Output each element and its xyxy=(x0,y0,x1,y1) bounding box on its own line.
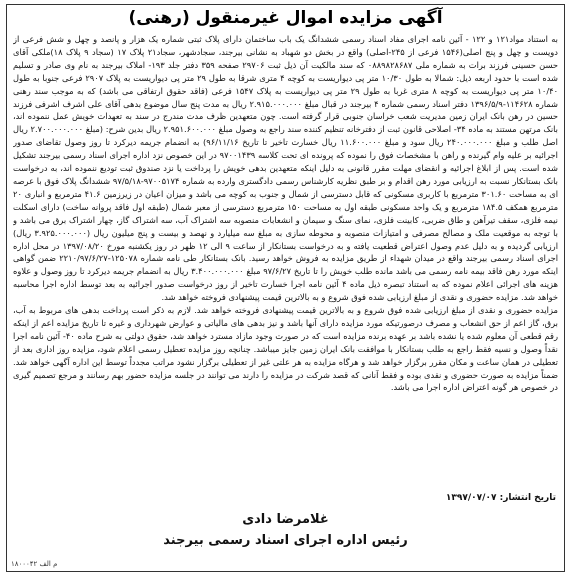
signatory-title: رئیس اداره اجرای اسناد رسمی بیرجند xyxy=(163,533,408,548)
serial-number: م الف ۱۸۰۰۰۴۲ xyxy=(11,560,58,568)
notice-paragraph: مزایده حضوری و نقدی از مبلغ ارزیابی شده فوق شروع و به بالاترین قیمت پیشنهادی فروخته خواهد شد. لازم به ذکر است پرداخت بدهی های مربوط به آب، برق، گاز اعم از حق انشعاب و مصرف درصورتیکه مورد مزایده دارای آنها باشد و نیز بدهی های مالیاتی و عوارض شهرداری و غیره تا تاریخ مزایده اعم از اینکه رقم قطعی آن معلوم شده یا نشده باشد بر عهده برنده مزایده است که در صورت وجود مازاد مسترد خواهد شد، حقوق دولتی به شرح ماده ۴۰- آئین نامه اجرا نقداً وصول و نسیه فقط راجع به طلب بستانکار با موافقت بانک ایران زمین جایز میباشد. چنانچه روز مزایده تعطیل رسمی اعلام شود، مزایده روز اداری بعد از تعطیلی در همان ساعت و مکان مقرر برگزار خواهد شد و هرگاه مزایده به هر علتی غیر از تعطیلی برگزار نشود مراتب مجدداً توسط این اداره آگهی خواهد شد. ضمناً مزایده به صورت حضوری و نقدی بوده و فقط آنانی که قصد شرکت در مزایده را دارند می توانند در جلسه مزایده حضور بهم رسانند و مرجع تصمیم گیری در خصوص هر گونه اعتراض اداره اجرا می باشد. xyxy=(13,305,558,393)
signature-block xyxy=(7,510,564,552)
date-value: ۱۳۹۷/۰۷/۰۷ xyxy=(445,493,497,503)
publication-date xyxy=(446,493,556,503)
notice-body xyxy=(13,33,558,491)
notice-paragraph: به استناد مواد۱۲۱ و ۱۲۲ - آئین نامه اجرای مفاد اسناد رسمی ششدانگ یک باب ساختمان دارای پلاک ثبتی شماره یک هزار و پانصد و چهل و شش فرعی از دویست و چهل و پنج اصلی(۱۵۴۶ فرعی از ۲۴۵-اصلی) واقع در بخش دو شهباد به نشانی بیرجند، سجادشهر، سجاد۲۱ پلاک ۱۷ (سجاد ۹ پلاک ۱۸)ملکی آقای حسن حسینی فرزند برات به شماره ملی ۰۸۸۹۸۲۸۶۸۷ که سند مالکیت آن ذیل ثبت ۲۹۷۰۶ صفحه ۳۵۹ دفتر جلد ۱۹۳- املاک بیرجند به نام وی صادر و تسلیم شده است با حدود اربعه ذیل: شمالا به طول ۱۰/۳۰ متر پی دیواریست به کوچه ۴ متری شرقا به طول ۲۹ متر پی دیواریست به پلاک ۲۹۰۷ فرعی جنوبا به طول ۱۰/۴۰ متر پی دیواریست به کوچه ۸ متری غربا به طول ۲۹ متر پی دیواریست به پلاک ۱۵۴۷ فرعی (فاقد حقوق ارتفاقی می باشد) که به موجب سند رهنی شماره ۱۱۴۶۲۸-۱۳۹۶/۵/۹ دفتر اسناد رسمی شماره ۴ بیرجند در قبال مبلغ ۲.۹۱۵.۰۰۰.۰۰۰ ریال به مدت پنج سال موضوع بدهی آقای علی اشرف اشرفی فرزند حسین در رهن بانک ایران زمین مدیریت شعب خراسان جنوبی قرار گرفته است. چون متعهدین ظرف مدت مندرج در سند به تعهدات خویش عمل ننموده اند، بانک مرتهن مستند به ماده ۳۴- اصلاحی قانون ثبت از دفترخانه تنظیم کننده سند راجع به وصول مبلغ ۲.۹۵۱.۶۰۰.۰۰۰ ریال بدین شرح: (مبلغ ۲.۷۰۰.۰۰۰.۰۰۰ ریال اصل طلب و مبلغ ۲۴۰.۰۰۰.۰۰۰ ریال سود و مبلغ ۱۱.۶۰۰.۰۰۰ ریال خسارت تاخیر تا تاریخ ۹۶/۱۱/۱۶) به انضمام جریمه دیرکرد تا روز وصول تقاضای صدور اجرائیه بر علیه وام گیرنده و راهن با مشخصات فوق را نموده که پرونده ای تحت کلاسه ۹۷۰۰۱۴۳۹ در این خصوص نزد اداره اجرای اسناد رسمی بیرجند تشکیل شده است. پس از ابلاغ اجرائیه و انقضای مهلت مقرر قانونی به دلیل اینکه متعهدین بدهی خویش را پرداخت یا نزد صندوق ثبت تودیع ننموده اند، به درخواست بانک بستانکار نسبت به ارزیابی مورد رهن اقدام و بر طبق نظریه کارشناس رسمی دادگستری وارده به شماره ۹۷۰۰۵۱۷۴-۹۷/۵/۱۸ ششدانگ پلاک فوق با عرصه ای به مساحت ۳۰۱.۶۰ مترمربع با کاربری مسکونی که قابل دسترسی از شمال و جنوب به کوچه می باشد و میزان اعیان در زیرزمین ۴۱.۶ مترمربع و انباری ۲۰ مترمربع همکف ۱۸۴.۵ مترمربع و یک واحد مسکونی طبقه اول به مساحت ۱۵۰ مترمربع دسترسی از معبر شمال (طبقه اول فاقد پروانه ساخت) دارای اسکلت نیمه فلزی، سقف تیرآهن و طاق ضربی، کابینت فلزی، نمای سنگ و سیمان و انشعابات منصوبه سه اشتراک آب، سه اشتراک گاز، چهار اشتراک برق می باشد و با توجه به موقعیت ملک و مصالح مصرفی و امتیازات منصوبه و محوطه سازی به مبلغ سه میلیارد و نهصد و بیست و پنج میلیون ریال (۳.۹۲۵.۰۰۰.۰۰۰ ریال) ارزیابی گردیده و به دلیل عدم وصول اعتراض قطعیت یافته و به درخواست بستانکار از ساعت ۹ الی ۱۲ ظهر در روز یکشنبه مورخ ۱۳۹۷/۰۸/۲۰ در محل اداره اجرای اسناد رسمی بیرجند واقع در میدان شهداء از طریق مزایده به فروش خواهد رسید. بانک بستانکار طی نامه شماره ۱۲۵۰۷۸-۲۲۱۰/۹۷/۶/۲۷ ضمن گواهی اینکه مورد رهن فاقد بیمه نامه رسمی می باشد مانده طلب خویش را تا تاریخ ۹۷/۶/۲۷ مبلغ ۳.۴۰۰.۰۰۰.۰۰۰ ریال به انضمام جریمه دیرکرد تا روز وصول و علاوه هزینه های اجرائی اعلام نموده که به استناد تبصره ذیل ماده ۴ آئین نامه اجرا خسارت تاخیر از روز درخواست صدور اجرائیه به بعد توسط اداره اجرا محاسبه خواهد شد. مزایده حضوری و نقدی از مبلغ ارزیابی شده فوق شروع و به بالاترین قیمت پیشنهادی فروخته خواهد شد. xyxy=(13,34,558,303)
notice-page xyxy=(6,4,565,572)
notice-title: آگهی مزایده اموال غیرمنقول (رهنی) xyxy=(128,8,443,28)
signatory-name: غلامرضا دادی xyxy=(242,512,329,527)
date-label: تاریخ انتشار: xyxy=(499,493,556,503)
